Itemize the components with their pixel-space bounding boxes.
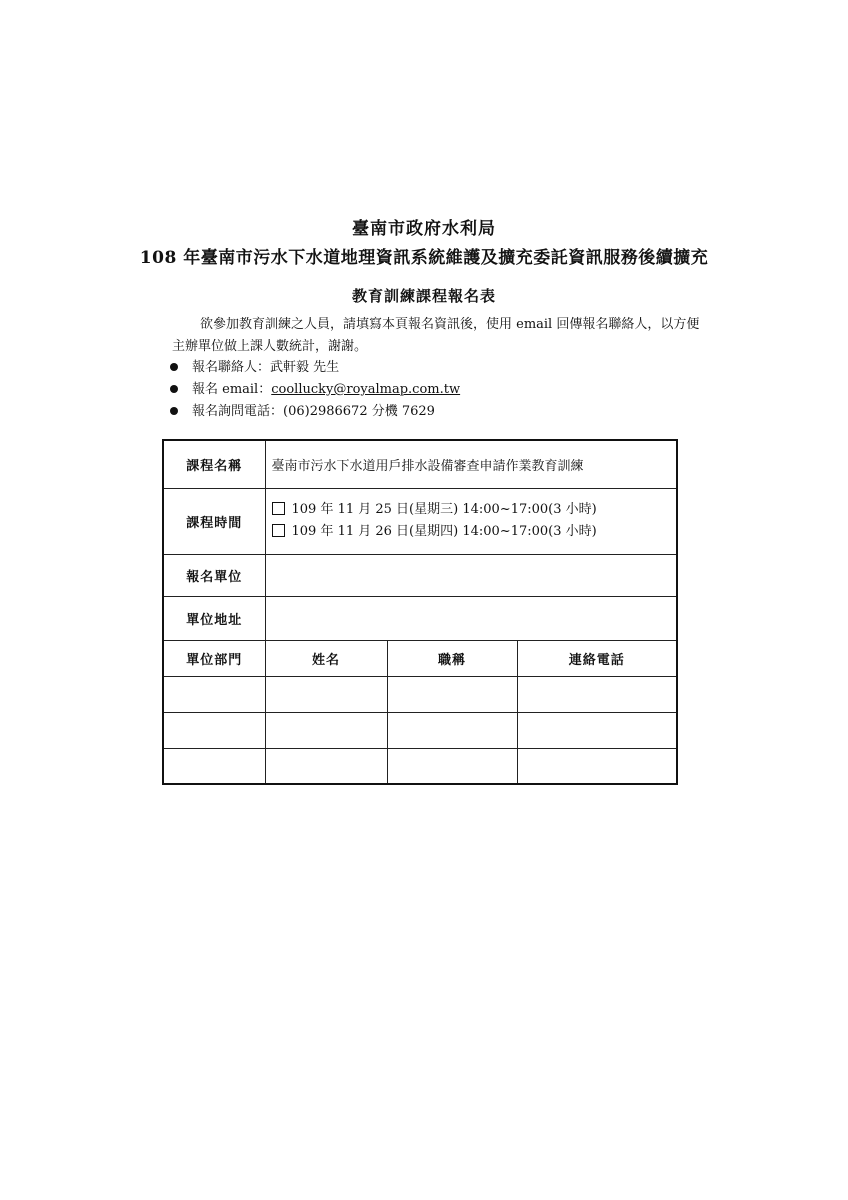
attendee-title-cell[interactable] xyxy=(387,748,517,784)
attendee-department-cell[interactable] xyxy=(163,748,265,784)
unit-label: 報名單位 xyxy=(163,554,265,596)
unit-field[interactable] xyxy=(265,554,677,596)
contact-person-item xyxy=(170,357,460,379)
course-time-option-label: 109 年 11 月 26 日(星期四) 14:00~17:00(3 小時) xyxy=(291,524,597,539)
table-row xyxy=(163,712,677,748)
bullet-icon xyxy=(170,385,178,393)
registration-form-table xyxy=(162,439,678,785)
course-time-row xyxy=(163,488,677,554)
course-time-option-2[interactable] xyxy=(272,521,671,543)
address-field[interactable] xyxy=(265,596,677,640)
contact-phone-item xyxy=(170,401,460,423)
checkbox-icon[interactable] xyxy=(272,502,285,515)
column-header-title: 職稱 xyxy=(387,640,517,676)
attendee-phone-cell[interactable] xyxy=(517,676,677,712)
column-header-department: 單位部門 xyxy=(163,640,265,676)
course-name-value: 臺南市污水下水道用戶排水設備審查申請作業教育訓練 xyxy=(265,440,677,488)
contact-email-label: 報名 email： xyxy=(192,382,272,397)
attendee-phone-cell[interactable] xyxy=(517,748,677,784)
attendee-phone-cell[interactable] xyxy=(517,712,677,748)
course-time-option-1[interactable] xyxy=(272,499,671,521)
attendee-name-cell[interactable] xyxy=(265,712,387,748)
table-row xyxy=(163,748,677,784)
bullet-icon xyxy=(170,363,178,371)
contact-person-value: 武軒毅 先生 xyxy=(270,360,340,375)
attendee-title-cell[interactable] xyxy=(387,676,517,712)
address-row xyxy=(163,596,677,640)
bullet-icon xyxy=(170,407,178,415)
course-time-options xyxy=(265,488,677,554)
course-name-label: 課程名稱 xyxy=(163,440,265,488)
contact-list xyxy=(170,357,460,423)
attendee-department-cell[interactable] xyxy=(163,712,265,748)
agency-title: 臺南市政府水利局 xyxy=(352,219,496,239)
attendee-header-row xyxy=(163,640,677,676)
contact-email-link[interactable]: coollucky@royalmap.com.tw xyxy=(271,382,461,397)
contact-phone-label: 報名詢問電話： xyxy=(192,404,284,419)
course-time-label: 課程時間 xyxy=(163,488,265,554)
course-time-option-label: 109 年 11 月 25 日(星期三) 14:00~17:00(3 小時) xyxy=(291,502,597,517)
form-title: 教育訓練課程報名表 xyxy=(351,287,496,305)
attendee-title-cell[interactable] xyxy=(387,712,517,748)
attendee-name-cell[interactable] xyxy=(265,676,387,712)
course-name-row xyxy=(163,440,677,488)
column-header-phone: 連絡電話 xyxy=(517,640,677,676)
attendee-department-cell[interactable] xyxy=(163,676,265,712)
table-row xyxy=(163,676,677,712)
address-label: 單位地址 xyxy=(163,596,265,640)
attendee-name-cell[interactable] xyxy=(265,748,387,784)
checkbox-icon[interactable] xyxy=(272,524,285,537)
intro-paragraph: 欲參加教育訓練之人員，請填寫本頁報名資訊後，使用 email 回傳報名聯絡人，以方便主辦單位做上課人數統計，謝謝。 xyxy=(172,317,700,354)
contact-phone-value: (06)2986672 分機 7629 xyxy=(283,404,435,419)
contact-email-item xyxy=(170,379,460,401)
project-title: 108 年臺南市污水下水道地理資訊系統維護及擴充委託資訊服務後續擴充 xyxy=(139,248,709,268)
contact-person-label: 報名聯絡人： xyxy=(192,360,271,375)
unit-row xyxy=(163,554,677,596)
column-header-name: 姓名 xyxy=(265,640,387,676)
